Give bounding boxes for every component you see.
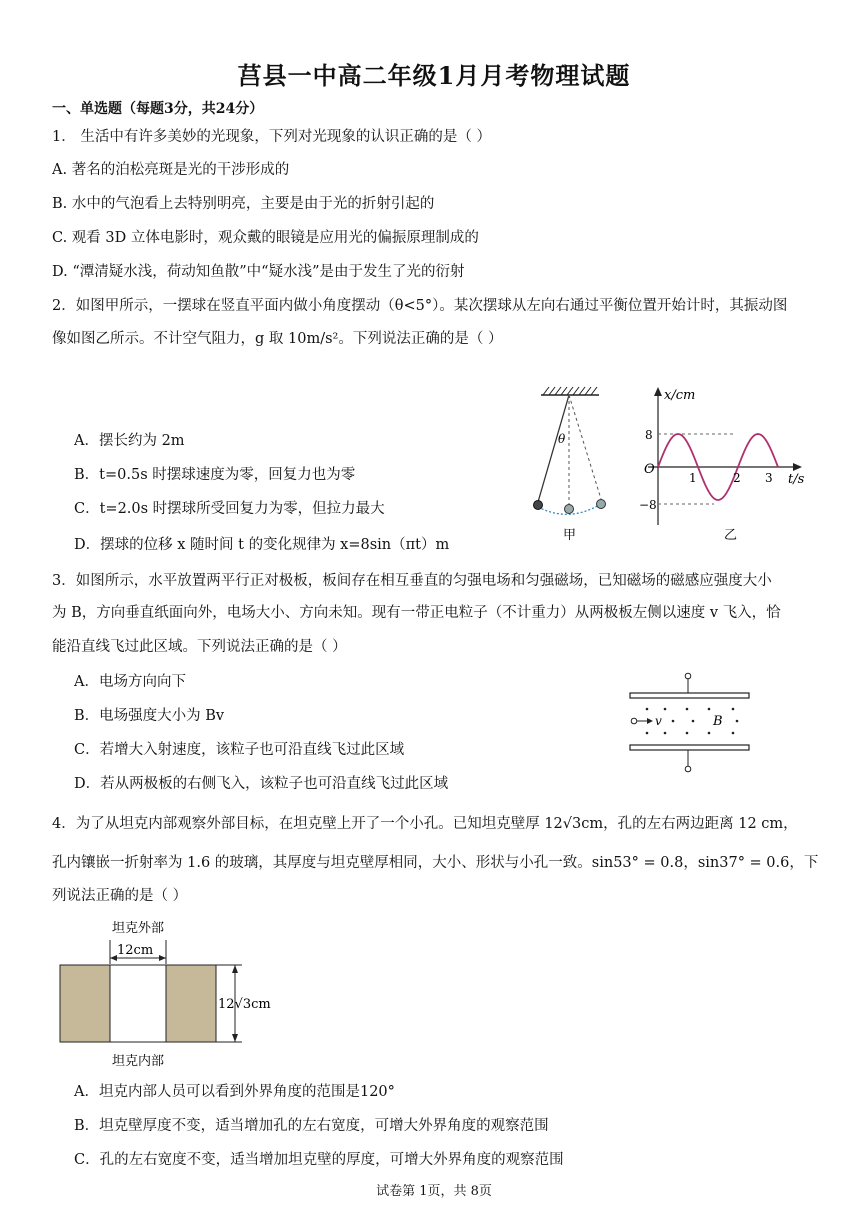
velocity-arrowhead <box>647 718 653 724</box>
q2-option-c: C．t=2.0s 时摆球所受回复力为零，但拉力最大 <box>74 501 385 517</box>
vibration-graph <box>628 385 818 545</box>
section-heading: 一、单选题（每题3分，共24分） <box>52 101 264 117</box>
y-tick-neg8: −8 <box>639 498 657 512</box>
q2-stem-line1: 2．如图甲所示，一摆球在竖直平面内做小角度摆动（θ<5°）。某次摆球从左向右通过平衡位置开始计时，其振动图 <box>52 298 788 314</box>
ceiling-hatch <box>543 387 597 395</box>
q2-stem-line2: 像如图乙所示。不计空气阻力，g 取 10m/s²。下列说法正确的是（ ） <box>52 331 503 347</box>
q3-stem-line1: 3．如图所示，水平放置两平行正对极板，板间存在相互垂直的匀强电场和匀强磁场，已知磁场的磁感应强度大小 <box>52 573 772 589</box>
thickness-label: 12√3cm <box>218 997 271 1012</box>
wall-left <box>60 965 110 1042</box>
q3-stem-line3: 能沿直线飞过此区域。下列说法正确的是（ ） <box>52 639 347 655</box>
tank-outside-label: 坦克外部 <box>112 921 165 936</box>
top-plate <box>630 693 749 698</box>
q2-option-d: D．摆球的位移 x 随时间 t 的变化规律为 x=8sin（πt）m <box>74 537 450 553</box>
q1-stem: 1． 生活中有许多美妙的光现象，下列对光现象的认识正确的是（ ） <box>52 129 491 145</box>
q1-option-b: B. 水中的气泡看上去特别明亮，主要是由于光的折射引起的 <box>52 196 435 212</box>
q1-option-d: D. “潭清疑水浅，荷动知鱼散”中“疑水浅”是由于发生了光的衍射 <box>52 264 465 280</box>
caption-yi: 乙 <box>724 528 738 543</box>
q4-option-c: C．孔的左右宽度不变，适当增加坦克壁的厚度，可增大外界角度的观察范围 <box>74 1152 564 1168</box>
width-arrow-left <box>110 955 117 961</box>
page-title: 莒县一中高二年级1月月考物理试题 <box>237 61 631 90</box>
q2-option-a: A．摆长约为 2m <box>74 433 185 449</box>
q4-option-a: A．坦克内部人员可以看到外界角度的范围是120° <box>74 1084 395 1100</box>
top-terminal <box>685 673 691 679</box>
origin-label: O <box>644 462 655 477</box>
width-label: 12cm <box>117 943 154 958</box>
y-axis-label: x/cm <box>664 388 696 403</box>
q3-option-c: C．若增大入射速度，该粒子也可沿直线飞过此区域 <box>74 742 405 758</box>
hole <box>110 965 166 1042</box>
b-label: B <box>713 714 723 729</box>
bob-left <box>534 501 543 510</box>
pendulum-figure <box>525 385 625 545</box>
x-axis-arrow <box>793 463 802 471</box>
q4-stem-line1: 4．为了从坦克内部观察外部目标，在坦克壁上开了一个小孔。已知坦克壁厚 12√3cm，孔的左右两边距离 12 cm， <box>52 816 798 832</box>
thickness-arrow-top <box>232 965 238 973</box>
theta-label: θ <box>558 432 566 446</box>
width-arrow-right <box>159 955 166 961</box>
wall-right <box>166 965 216 1042</box>
q4-stem-line2: 孔内镶嵌一折射率为 1.6 的玻璃，其厚度与坦克壁厚相同，大小、形状与小孔一致。sin53° = 0.8，sin37° = 0.6，下 <box>52 855 819 871</box>
bob-right <box>597 500 606 509</box>
q3-option-d: D．若从两极板的右侧飞入，该粒子也可沿直线飞过此区域 <box>74 776 449 792</box>
q1-option-a: A. 著名的泊松亮斑是光的干涉形成的 <box>52 162 290 178</box>
q4-stem-line3: 列说法正确的是（ ） <box>52 888 188 904</box>
q1-option-c: C. 观看 3D 立体电影时，观众戴的眼镜是应用光的偏振原理制成的 <box>52 230 479 246</box>
q2-option-b: B．t=0.5s 时摆球速度为零，回复力也为零 <box>74 467 356 483</box>
y-tick-8: 8 <box>645 428 653 442</box>
particle <box>631 718 637 724</box>
y-axis-arrow <box>654 387 662 396</box>
page-footer: 试卷第 1页，共 8页 <box>376 1184 492 1199</box>
pendulum-string <box>538 395 569 502</box>
parallel-plates-figure <box>625 672 760 776</box>
v-label: v <box>655 714 662 728</box>
right-string <box>569 395 601 499</box>
x-tick-3: 3 <box>765 471 773 485</box>
tank-inside-label: 坦克内部 <box>112 1054 165 1069</box>
tank-wall-figure <box>55 912 295 1072</box>
bottom-terminal <box>685 766 691 772</box>
bob-center <box>565 505 574 514</box>
q3-stem-line2: 为 B，方向垂直纸面向外，电场大小、方向未知。现有一带正电粒子（不计重力）从两极板左侧以速度 v 飞入，恰 <box>52 605 781 621</box>
q3-option-a: A．电场方向向下 <box>74 674 186 690</box>
x-axis-label: t/s <box>788 472 805 487</box>
q4-option-b: B．坦克壁厚度不变，适当增加孔的左右宽度，可增大外界角度的观察范围 <box>74 1118 549 1134</box>
bottom-plate <box>630 745 749 750</box>
x-tick-1: 1 <box>689 471 697 485</box>
x-tick-2: 2 <box>733 471 741 485</box>
q3-option-b: B．电场强度大小为 Bv <box>74 708 225 724</box>
caption-jia: 甲 <box>563 528 577 543</box>
thickness-arrow-bottom <box>232 1034 238 1042</box>
